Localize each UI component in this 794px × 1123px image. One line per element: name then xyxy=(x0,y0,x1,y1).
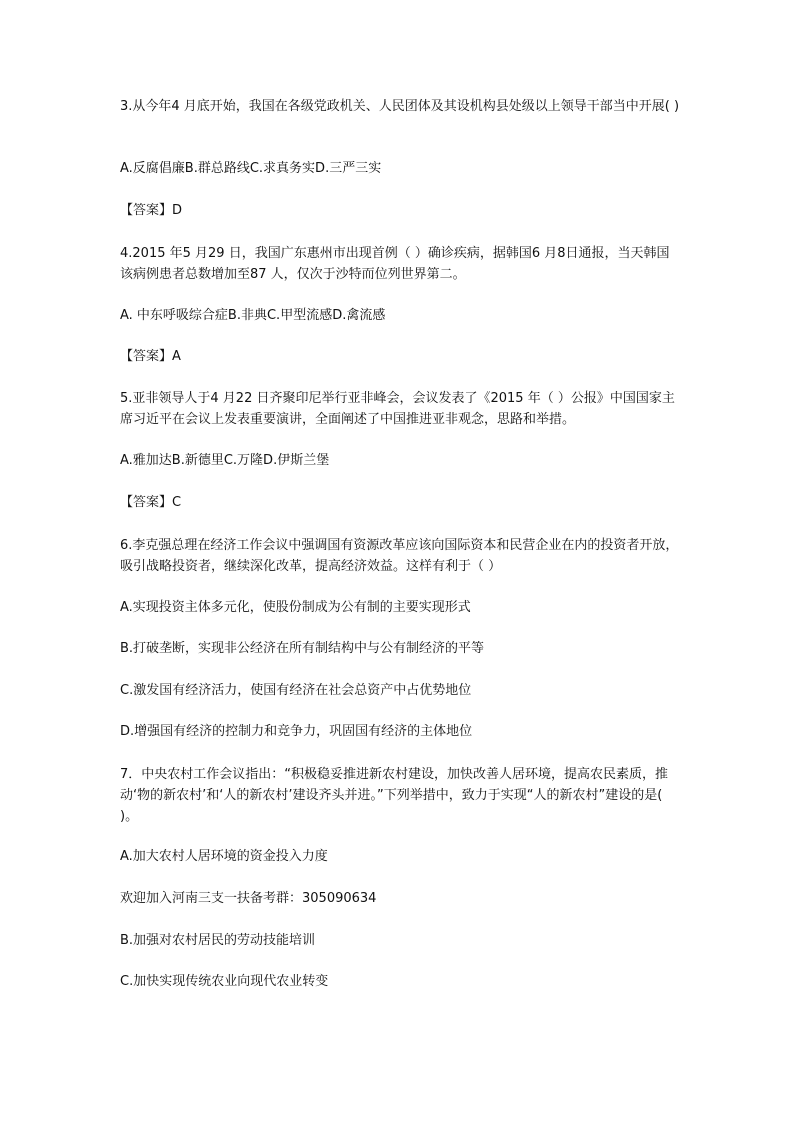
question-5-options: A.雅加达B.新德里C.万隆D.伊斯兰堡 xyxy=(120,453,330,468)
question-3-answer: 【答案】D xyxy=(120,203,183,218)
question-4-text: 4.2015 年5 月29 日，我国广东惠州市出现首例（ ）确诊疾病，据韩国6 月8日通报，当天韩国该病例患者总数增加至87 人，仅次于沙特而位列世界第二。 xyxy=(120,246,670,282)
question-6-option-d: D.增强国有经济的控制力和竞争力，巩固国有经济的主体地位 xyxy=(120,724,473,739)
group-invitation-text: 欢迎加入河南三支一扶备考群：305090634 xyxy=(120,891,377,906)
question-4-options: A. 中东呼吸综合症B.非典C.甲型流感D.禽流感 xyxy=(120,308,386,323)
question-7-option-c: C.加快实现传统农业向现代农业转变 xyxy=(120,974,329,989)
question-7-option-a: A.加大农村人居环境的资金投入力度 xyxy=(120,849,328,864)
question-5-text: 5.亚非领导人于4 月22 日齐聚印尼举行亚非峰会，会议发表了《2015 年（ ）公报》中国国家主席习近平在会议上发表重要演讲，全面阐述了中国推进亚非观念，思路和举措。 xyxy=(120,391,675,427)
question-4-answer: 【答案】A xyxy=(120,349,181,364)
question-6-option-b: B.打破垄断，实现非公经济在所有制结构中与公有制经济的平等 xyxy=(120,641,485,656)
question-6-text: 6.李克强总理在经济工作会议中强调国有资源改革应该向国际资本和民营企业在内的投资者开放，吸引战略投资者，继续深化改革，提高经济效益。这样有利于（ ） xyxy=(120,538,679,574)
question-7-option-b: B.加强对农村居民的劳动技能培训 xyxy=(120,933,316,948)
question-6-option-a: A.实现投资主体多元化，使股份制成为公有制的主要实现形式 xyxy=(120,600,471,615)
question-5-answer: 【答案】C xyxy=(120,495,182,510)
question-7-text: 7．中央农村工作会议指出：“积极稳妥推进新农村建设，加快改善人居环境，提高农民素质，推动‘物的新农村’和‘人的新农村’建设齐头并进。”下列举措中，致力于实现“人的新农村”建设的是( )。 xyxy=(120,767,669,824)
question-3-options: A.反腐倡廉B.群总路线C.求真务实D.三严三实 xyxy=(120,161,382,176)
question-6-option-c: C.激发国有经济活力，使国有经济在社会总资产中占优势地位 xyxy=(120,683,472,698)
question-3-text: 3.从今年4 月底开始，我国在各级党政机关、人民团体及其设机构县处级以上领导干部当中开展( ) xyxy=(120,99,680,114)
